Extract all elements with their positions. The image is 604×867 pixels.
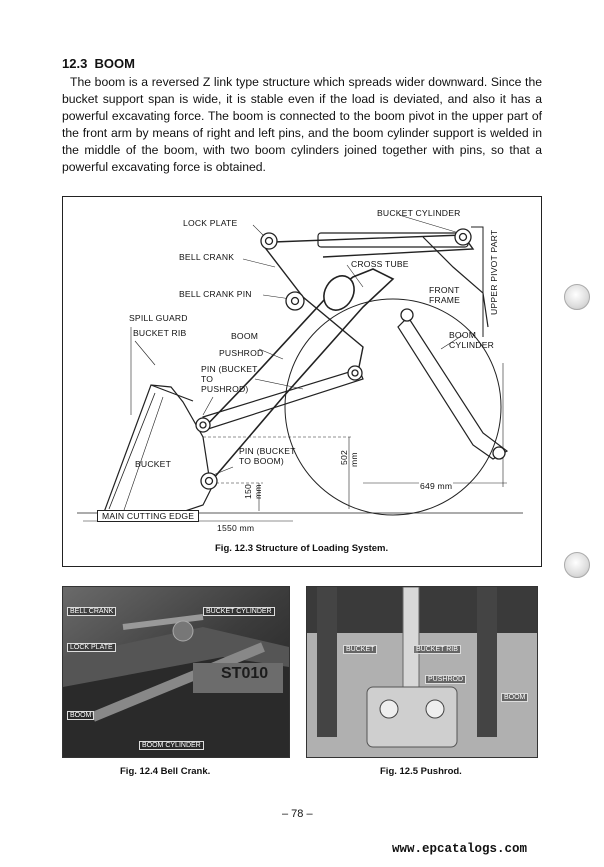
label-bucket: BUCKET bbox=[135, 459, 172, 469]
body-paragraph bbox=[62, 74, 542, 176]
label-bell-crank-pin: BELL CRANK PIN bbox=[179, 289, 252, 299]
photo4-label-bucket-cylinder: BUCKET CYLINDER bbox=[203, 607, 275, 616]
photo5-label-boom: BOOM bbox=[501, 693, 528, 702]
figure-12-4-caption: Fig. 12.4 Bell Crank. bbox=[120, 766, 211, 777]
label-upper-pivot-part: UPPER PIVOT PART bbox=[489, 229, 499, 315]
label-bucket-rib: BUCKET RIB bbox=[133, 328, 187, 338]
page-number: – 78 – bbox=[282, 808, 313, 820]
label-pin-bucket-boom-line1: PIN (BUCKET bbox=[239, 446, 296, 456]
label-boom-cylinder-line2: CYLINDER bbox=[449, 340, 495, 350]
label-cross-tube: CROSS TUBE bbox=[351, 259, 409, 269]
label-front-frame-line1: FRONT bbox=[429, 285, 460, 295]
label-boom: BOOM bbox=[231, 331, 259, 341]
figure-12-5-caption: Fig. 12.5 Pushrod. bbox=[380, 766, 462, 777]
label-pin-bucket-pushrod-line2: TO bbox=[201, 374, 214, 384]
binder-hole-top bbox=[564, 284, 590, 310]
dimension-649: 649 mm bbox=[420, 481, 453, 491]
dimension-1550: 1550 mm bbox=[217, 523, 255, 533]
label-front-frame-line2: FRAME bbox=[429, 295, 461, 305]
label-pushrod: PUSHROD bbox=[219, 348, 264, 358]
photo4-label-lock-plate: LOCK PLATE bbox=[67, 643, 116, 652]
dimension-502-unit: mm bbox=[349, 452, 359, 467]
section-number: 12.3 bbox=[62, 56, 88, 71]
label-bell-crank: BELL CRANK bbox=[179, 252, 235, 262]
label-pin-bucket-pushrod-line3: PUSHROD) bbox=[201, 384, 249, 394]
photo4-label-boom-cylinder: BOOM CYLINDER bbox=[139, 741, 204, 750]
photo4-machine-mark: ST010 bbox=[221, 665, 269, 682]
photo5-label-bucket: BUCKET bbox=[343, 645, 377, 654]
photo5-label-pushrod: PUSHROD bbox=[425, 675, 466, 684]
label-pin-bucket-boom-line2: TO BOOM) bbox=[239, 456, 284, 466]
photo4-label-bell-crank: BELL CRANK bbox=[67, 607, 116, 616]
watermark-url: www.epcatalogs.com bbox=[392, 842, 528, 856]
dimension-150-unit: mm bbox=[253, 484, 263, 499]
section-heading bbox=[62, 56, 135, 71]
section-title: BOOM bbox=[94, 56, 135, 71]
pushrod-photo bbox=[307, 587, 537, 757]
label-pin-bucket-pushrod-line1: PIN (BUCKET bbox=[201, 364, 258, 374]
figure-12-3-caption: Fig. 12.3 Structure of Loading System. bbox=[215, 543, 389, 554]
binder-hole-bottom bbox=[564, 552, 590, 578]
label-boom-cylinder-line1: BOOM bbox=[449, 330, 477, 340]
figure-12-4-photo bbox=[62, 586, 290, 758]
label-main-cutting-edge: MAIN CUTTING EDGE bbox=[97, 510, 199, 522]
photo5-label-bucket-rib: BUCKET RIB bbox=[413, 645, 461, 654]
photo4-label-boom: BOOM bbox=[67, 711, 94, 720]
label-lock-plate: LOCK PLATE bbox=[183, 218, 238, 228]
figure-12-5-photo bbox=[306, 586, 538, 758]
label-spill-guard: SPILL GUARD bbox=[129, 313, 188, 323]
dimension-502: 502 bbox=[339, 450, 349, 465]
paragraph-text: The boom is a reversed Z link type structure which spreads wider downward. Since the bucket support span is wide, it is stable even if the load is deviated, and also it has a powerful excavating force. The boom is connected to the boom pivot in the upper part of the front arm by means of right and left pins, and the boom cylinder support is welded in the middle of the boom, with two boom cylinders joined together with pins, so that a powerful excavating force is obtained. bbox=[62, 75, 542, 174]
label-bucket-cylinder: BUCKET CYLINDER bbox=[377, 208, 461, 218]
figure-12-3 bbox=[62, 196, 542, 567]
dimension-150: 150 bbox=[243, 484, 253, 499]
